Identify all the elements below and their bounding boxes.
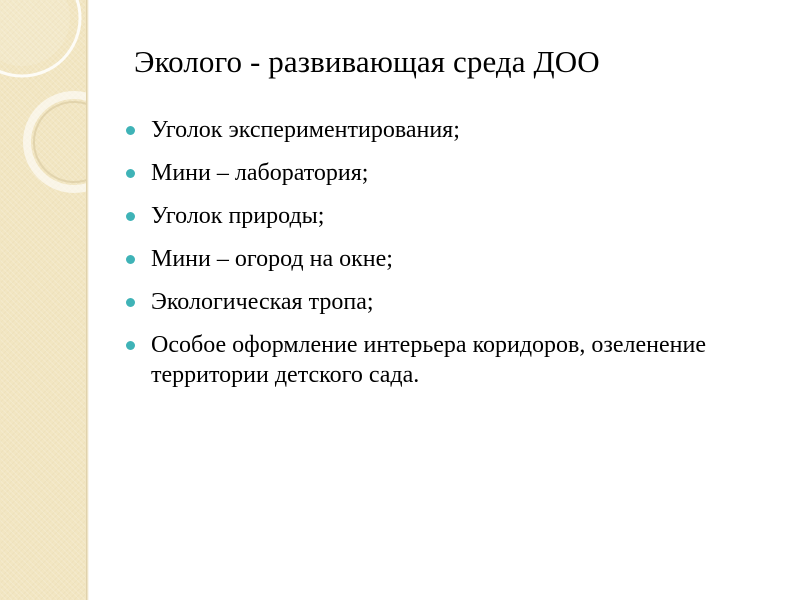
bullet-dot-icon [126,169,135,178]
bullet-text: Уголок экспериментирования; [151,117,460,143]
bullet-dot-icon [126,212,135,221]
bullet-text: Экологическая тропа; [151,289,374,315]
bullet-dot-icon [126,298,135,307]
bullet-item [125,287,765,317]
bullet-item [125,201,765,231]
bullet-text: Мини – лаборатория; [151,160,369,186]
bullet-list [125,115,765,403]
bullet-item [125,158,765,188]
bullet-text: Особое оформление интерьера коридоров, озеленение территории детского сада. [151,332,706,388]
bullet-item [125,330,765,390]
bullet-item [125,244,765,274]
slide-title: Эколого - развивающая среда ДОО [134,44,600,79]
bullet-item [125,115,765,145]
bullet-dot-icon [126,341,135,350]
bullet-text: Мини – огород на окне; [151,246,393,272]
decorative-circles-graphic [0,0,86,600]
decorative-side-panel [0,0,86,600]
side-panel-border [86,0,89,600]
bullet-dot-icon [126,255,135,264]
bullet-text: Уголок природы; [151,203,325,229]
bullet-dot-icon [126,126,135,135]
